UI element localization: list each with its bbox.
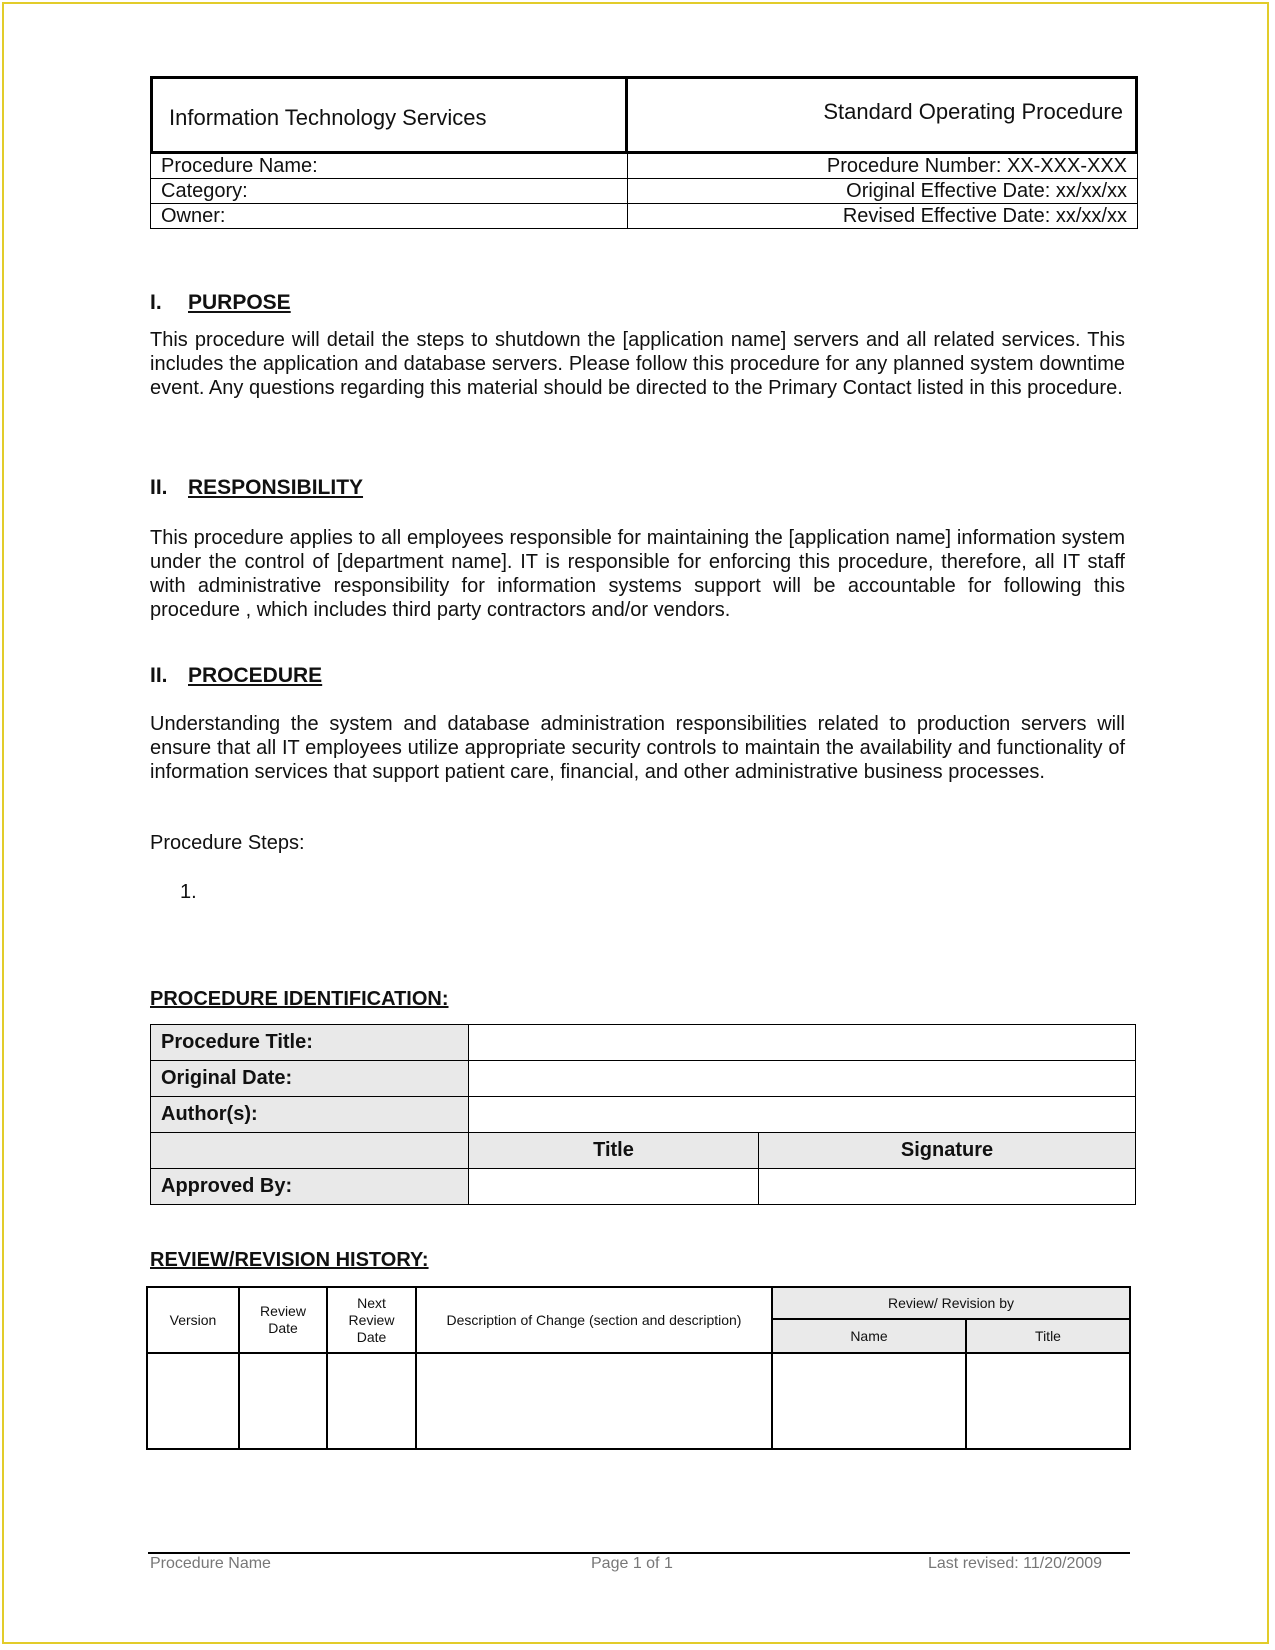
next-review-line1: Next [357, 1294, 386, 1311]
version-column-header: Version [147, 1287, 239, 1353]
header-row-category [150, 179, 1138, 204]
owner-label: Owner: [150, 204, 628, 229]
next-review-date-column-header [327, 1287, 416, 1353]
table-row [151, 1133, 1136, 1169]
review-by-header: Review/ Revision by [772, 1287, 1130, 1319]
version-cell[interactable] [147, 1353, 239, 1449]
name-column-header: Name [772, 1319, 966, 1353]
approved-by-label: Approved By: [151, 1169, 469, 1205]
revised-effective-date: Revised Effective Date: xx/xx/xx [628, 204, 1138, 229]
approver-signature-field[interactable] [759, 1169, 1136, 1205]
procedure-name-label: Procedure Name: [150, 154, 628, 179]
original-effective-date: Original Effective Date: xx/xx/xx [628, 179, 1138, 204]
purpose-text: This procedure will detail the steps to shutdown the [application name] servers and all related services. This includes the application and database servers. Please follow this procedure for any planned system downtime event. Any questions regarding this material should be directed to the Primary Contact listed in this procedure. [150, 329, 1125, 399]
reviewer-title-cell[interactable] [966, 1353, 1130, 1449]
header-row-procedure [150, 154, 1138, 179]
table-row [151, 1169, 1136, 1205]
revision-history-table [146, 1286, 1131, 1450]
title-column-header: Title [469, 1133, 759, 1169]
next-review-date-cell[interactable] [327, 1353, 416, 1449]
responsibility-text: This procedure applies to all employees responsible for maintaining the [application name] information system under the control of [department name]. IT is responsible for enforcing this procedure, therefore, all IT staff with administrative responsibility for information systems support will be accountable for following this procedure , which includes third party contractors and/or vendors. [150, 527, 1125, 621]
approval-header-blank [151, 1133, 469, 1169]
original-date-label: Original Date: [151, 1061, 469, 1097]
reviewer-title-column-header: Title [966, 1319, 1130, 1353]
table-row [147, 1287, 1130, 1319]
header-row-owner [150, 204, 1138, 229]
reviewer-name-cell[interactable] [772, 1353, 966, 1449]
purpose-title: PURPOSE [188, 291, 291, 314]
document-header-table [150, 76, 1138, 229]
procedure-title-label: Procedure Title: [151, 1025, 469, 1061]
procedure-number-label: II. [150, 664, 168, 687]
purpose-heading [150, 291, 291, 315]
procedure-step-1: 1. [180, 881, 197, 903]
purpose-number: I. [150, 291, 162, 314]
review-date-line1: Review [260, 1303, 306, 1319]
review-date-cell[interactable] [239, 1353, 327, 1449]
procedure-heading [150, 664, 322, 688]
table-row [151, 1061, 1136, 1097]
procedure-identification-heading: PROCEDURE IDENTIFICATION: [150, 988, 449, 1010]
original-date-field[interactable] [469, 1061, 1136, 1097]
next-review-line3: Date [356, 1328, 387, 1345]
responsibility-number: II. [150, 476, 168, 499]
table-row [151, 1025, 1136, 1061]
footer-divider [148, 1552, 1130, 1554]
description-column-header: Description of Change (section and description) [416, 1287, 772, 1353]
authors-field[interactable] [469, 1097, 1136, 1133]
approver-title-field[interactable] [469, 1169, 759, 1205]
review-date-line2: Date [268, 1320, 298, 1336]
footer-procedure-name: Procedure Name [150, 1555, 271, 1572]
footer-page-number: Page 1 of 1 [591, 1555, 673, 1572]
signature-column-header: Signature [759, 1133, 1136, 1169]
table-row [151, 1097, 1136, 1133]
next-review-line2: Review [348, 1311, 395, 1328]
category-label: Category: [150, 179, 628, 204]
procedure-number: Procedure Number: XX-XXX-XXX [628, 154, 1138, 179]
document-type: Standard Operating Procedure [628, 76, 1138, 154]
procedure-steps-label: Procedure Steps: [150, 832, 305, 854]
org-name: Information Technology Services [150, 76, 628, 154]
footer-last-revised: Last revised: 11/20/2009 [928, 1555, 1103, 1572]
description-cell[interactable] [416, 1353, 772, 1449]
procedure-identification-table [150, 1024, 1136, 1205]
responsibility-title: RESPONSIBILITY [188, 476, 364, 499]
table-row [147, 1353, 1130, 1449]
responsibility-heading [150, 476, 363, 500]
authors-label: Author(s): [151, 1097, 469, 1133]
procedure-title: PROCEDURE [188, 664, 323, 687]
procedure-title-field[interactable] [469, 1025, 1136, 1061]
review-date-column-header [239, 1287, 327, 1353]
procedure-text: Understanding the system and database administration responsibilities related to production servers will ensure that all IT employees utilize appropriate security controls to maintain the availability and functionality of information services that support patient care, financial, and other administrative business processes. [150, 713, 1125, 783]
revision-history-heading: REVIEW/REVISION HISTORY: [150, 1249, 429, 1271]
